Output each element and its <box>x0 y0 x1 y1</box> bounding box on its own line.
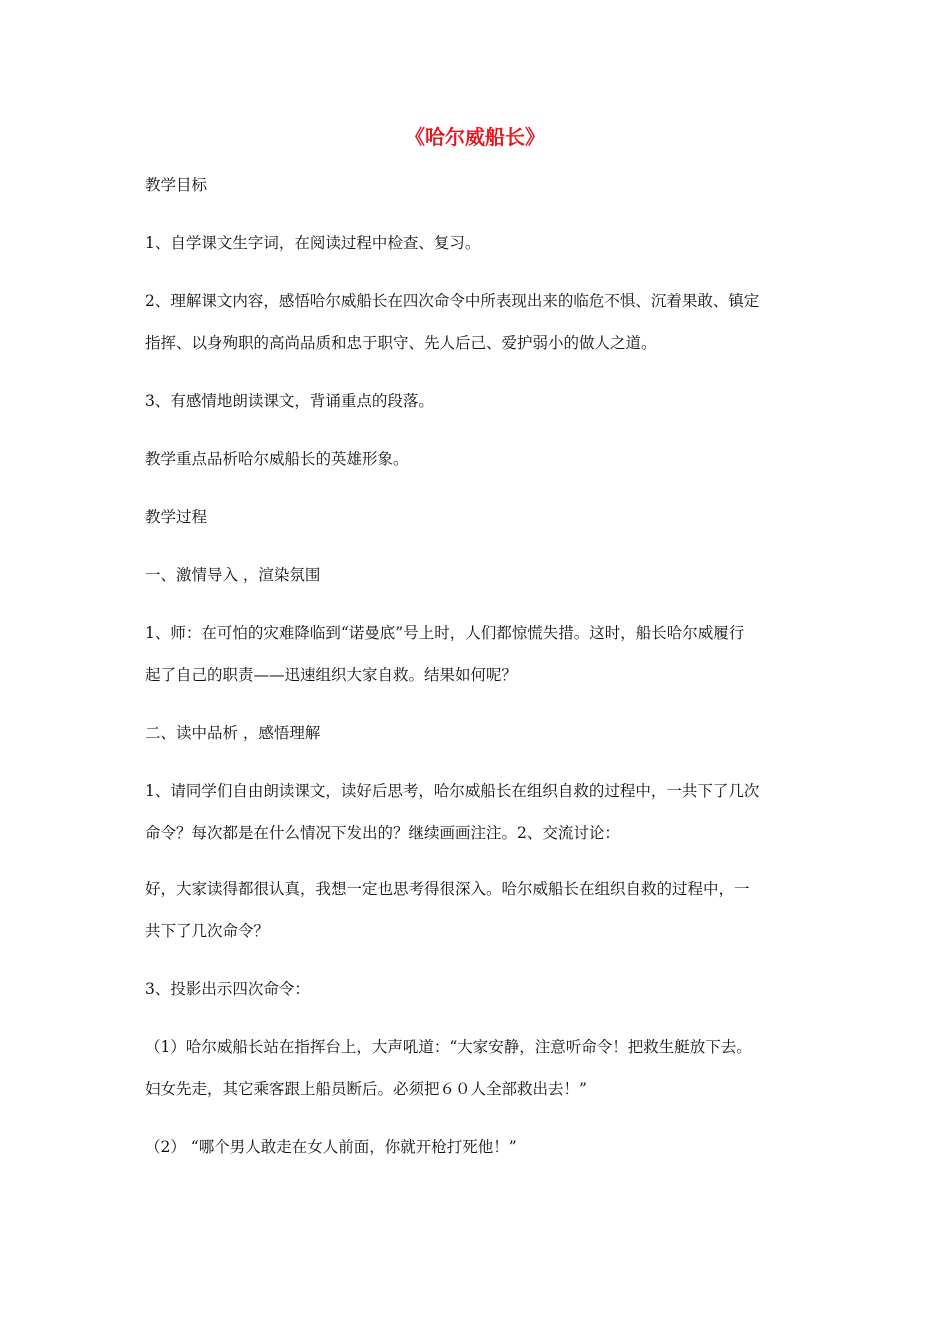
paragraph-section-2-heading <box>145 712 815 754</box>
text-line: 3、有感情地朗读课文，背诵重点的段落。 <box>145 392 434 410</box>
paragraph-section-1-heading <box>145 554 815 596</box>
paragraph-projection <box>145 968 815 1010</box>
paragraph-key-point <box>145 438 815 480</box>
text-line: 妇女先走，其它乘客跟上船员断后。必须把６０人全部救出去！” <box>145 1080 587 1098</box>
paragraph-goal-1 <box>145 222 815 264</box>
paragraph-process-heading <box>145 496 815 538</box>
text-line: 2、理解课文内容，感悟哈尔威船长在四次命令中所表现出来的临危不惧、沉着果敢、镇定 <box>145 292 760 310</box>
text-line: （1）哈尔威船长站在指挥台上，大声吼道：“大家安静，注意听命令！把救生艇放下去。 <box>145 1038 752 1056</box>
text-line: 命令？每次都是在什么情况下发出的？继续画画注注。2、交流讨论： <box>145 824 620 842</box>
text-line: 一、激情导入 ，渲染氛围 <box>145 566 321 584</box>
paragraph-discussion <box>145 868 815 952</box>
paragraph-goal-3 <box>145 380 815 422</box>
text-line: 二、读中品析 ，感悟理解 <box>145 724 321 742</box>
text-line: 好，大家读得都很认真，我想一定也思考得很深入。哈尔威船长在组织自救的过程中，一 <box>145 880 750 898</box>
text-line: 教学目标 <box>145 176 208 194</box>
text-line: （2） “哪个男人敢走在女人前面，你就开枪打死他！” <box>145 1138 517 1156</box>
text-line: 1、师：在可怕的灾难降临到“诺曼底”号上时，人们都惊慌失措。这时，船长哈尔威履行 <box>145 624 745 642</box>
paragraph-teaching-goals-heading <box>145 164 815 206</box>
paragraph-command-1 <box>145 1026 815 1110</box>
text-line: 起了自己的职责——迅速组织大家自救。结果如何呢？ <box>145 666 518 684</box>
text-line: 共下了几次命令？ <box>145 922 270 940</box>
text-line: 1、自学课文生字词，在阅读过程中检查、复习。 <box>145 234 481 252</box>
text-line: 指挥、以身殉职的高尚品质和忠于职守、先人后己、爱护弱小的做人之道。 <box>145 334 657 352</box>
paragraph-command-2 <box>145 1126 815 1168</box>
document-title: 《哈尔威船长》 <box>405 125 545 149</box>
paragraph-teacher-intro <box>145 612 815 696</box>
text-line: 教学过程 <box>145 508 208 526</box>
text-line: 教学重点品析哈尔威船长的英雄形象。 <box>145 450 409 468</box>
text-line: 1、请同学们自由朗读课文，读好后思考，哈尔威船长在组织自救的过程中，一共下了几次 <box>145 782 760 800</box>
text-line: 3、投影出示四次命令： <box>145 980 310 998</box>
paragraph-goal-2 <box>145 280 815 364</box>
paragraph-reading-task <box>145 770 815 854</box>
